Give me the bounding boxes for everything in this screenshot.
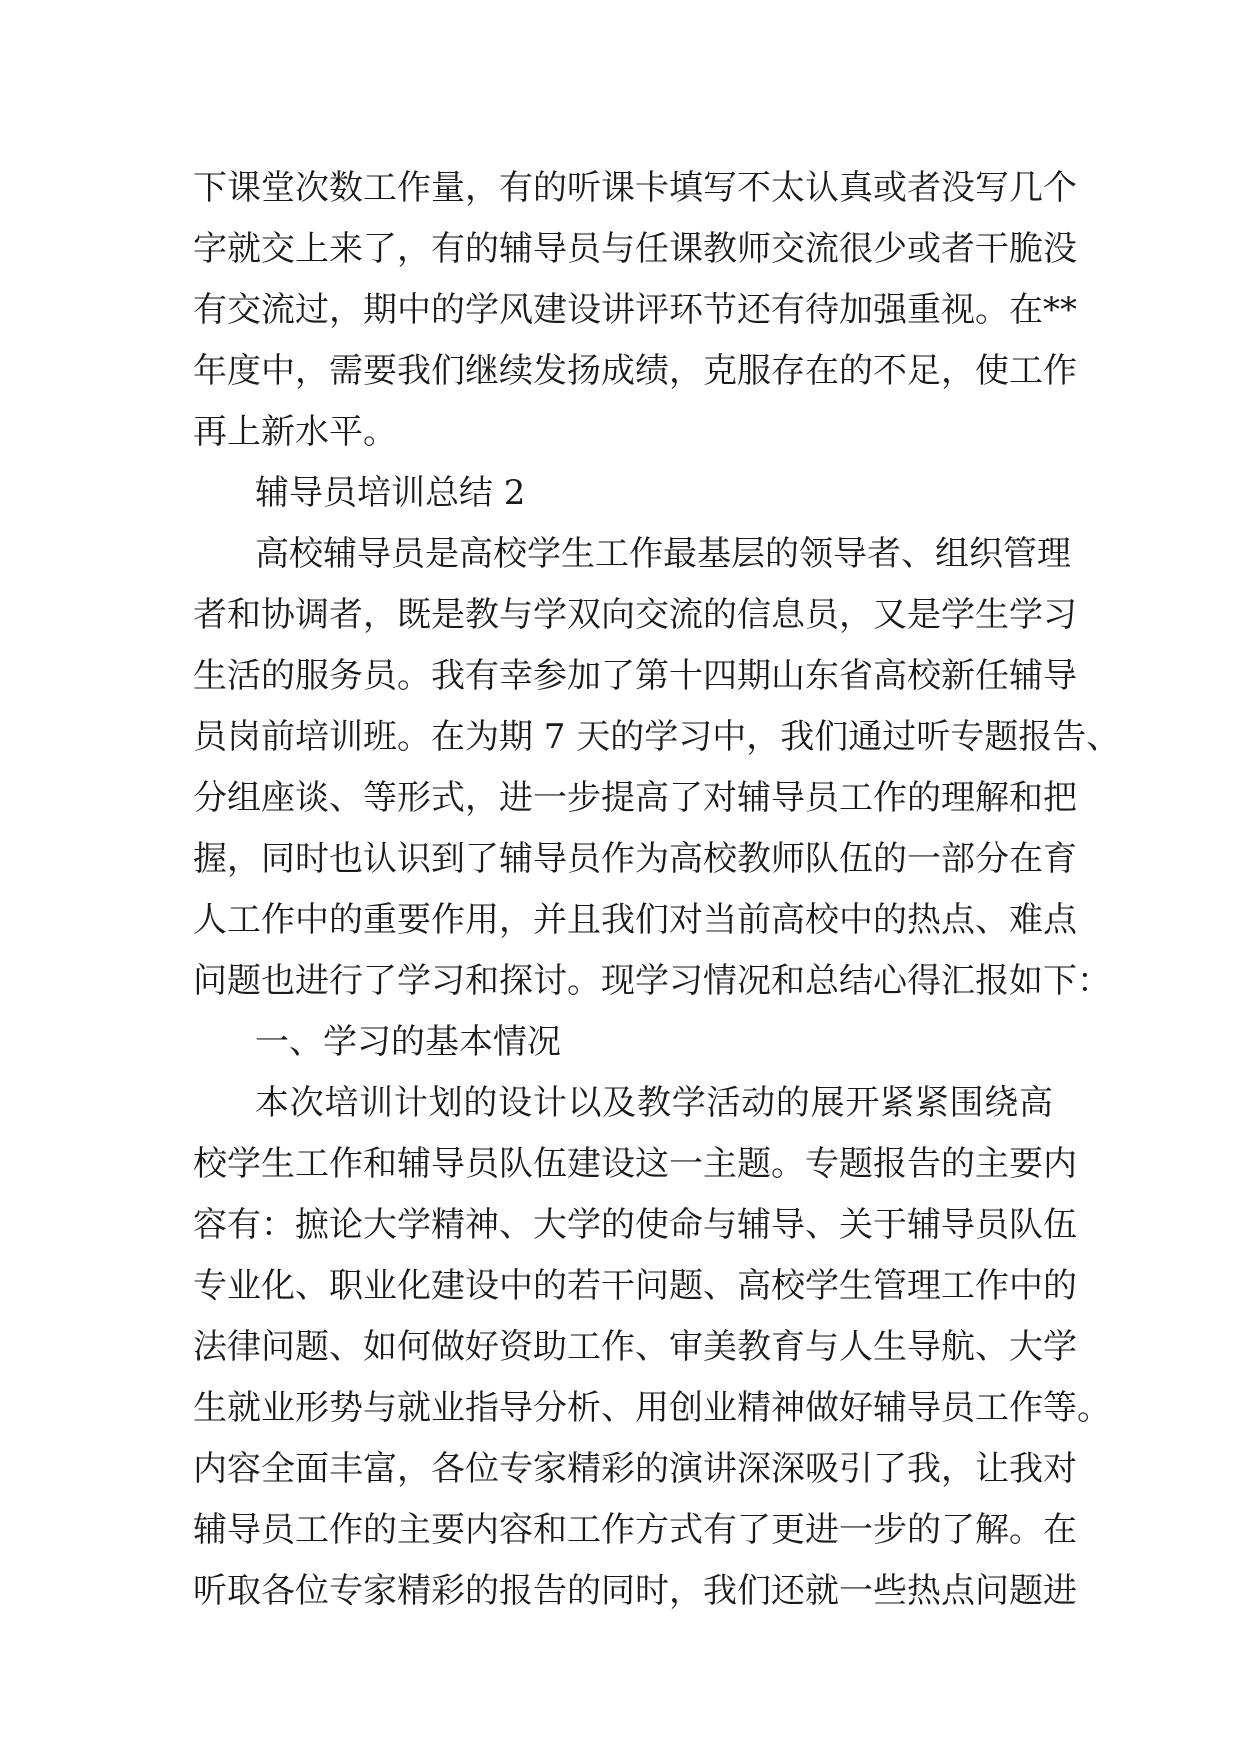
text-line: 员岗前培训班。在为期 7 天的学习中，我们通过听专题报告、 (193, 717, 1121, 757)
paragraph-1 (193, 158, 1077, 463)
text-line: 字就交上来了，有的辅导员与任课教师交流很少或者干脆没 (193, 229, 1077, 269)
paragraph-3 (193, 1073, 1111, 1622)
subheading: 一、学习的基本情况 (255, 1022, 561, 1062)
paragraph-2 (193, 524, 1121, 1012)
text-line: 生活的服务员。我有幸参加了第十四期山东省高校新任辅导 (193, 656, 1077, 696)
text-line: 下课堂次数工作量，有的听课卡填写不太认真或者没写几个 (193, 168, 1077, 208)
text-line: 内容全面丰富，各位专家精彩的演讲深深吸引了我，让我对 (193, 1449, 1077, 1489)
text-line: 辅导员工作的主要内容和工作方式有了更进一步的了解。在 (193, 1510, 1077, 1550)
text-line: 人工作中的重要作用，并且我们对当前高校中的热点、难点 (193, 900, 1077, 940)
text-line: 问题也进行了学习和探讨。现学习情况和总结心得汇报如下： (193, 961, 1111, 1001)
text-line: 本次培训计划的设计以及教学活动的展开紧紧围绕高 (255, 1083, 1053, 1123)
text-line: 有交流过，期中的学风建设讲评环节还有待加强重视。在** (193, 290, 1077, 330)
text-line: 再上新水平。 (193, 412, 397, 452)
text-line: 者和协调者，既是教与学双向交流的信息员，又是学生学习 (193, 595, 1077, 635)
text-line: 分组座谈、等形式，进一步提高了对辅导员工作的理解和把 (193, 778, 1077, 818)
text-line: 年度中，需要我们继续发扬成绩，克服存在的不足，使工作 (193, 351, 1077, 391)
text-line: 校学生工作和辅导员队伍建设这一主题。专题报告的主要内 (193, 1144, 1077, 1184)
text-line: 生就业形势与就业指导分析、用创业精神做好辅导员工作等。 (193, 1388, 1111, 1428)
text-line: 容有：摭论大学精神、大学的使命与辅导、关于辅导员队伍 (193, 1205, 1077, 1245)
text-line: 高校辅导员是高校学生工作最基层的领导者、组织管理 (255, 534, 1071, 574)
text-line: 握，同时也认识到了辅导员作为高校教师队伍的一部分在育 (193, 839, 1077, 879)
text-line: 听取各位专家精彩的报告的同时，我们还就一些热点问题进 (193, 1571, 1077, 1611)
document-body (193, 158, 1121, 1622)
section-title: 辅导员培训总结 2 (255, 473, 526, 513)
text-line: 法律问题、如何做好资助工作、审美教育与人生导航、大学 (193, 1327, 1077, 1367)
text-line: 专业化、职业化建设中的若干问题、高校学生管理工作中的 (193, 1266, 1077, 1306)
